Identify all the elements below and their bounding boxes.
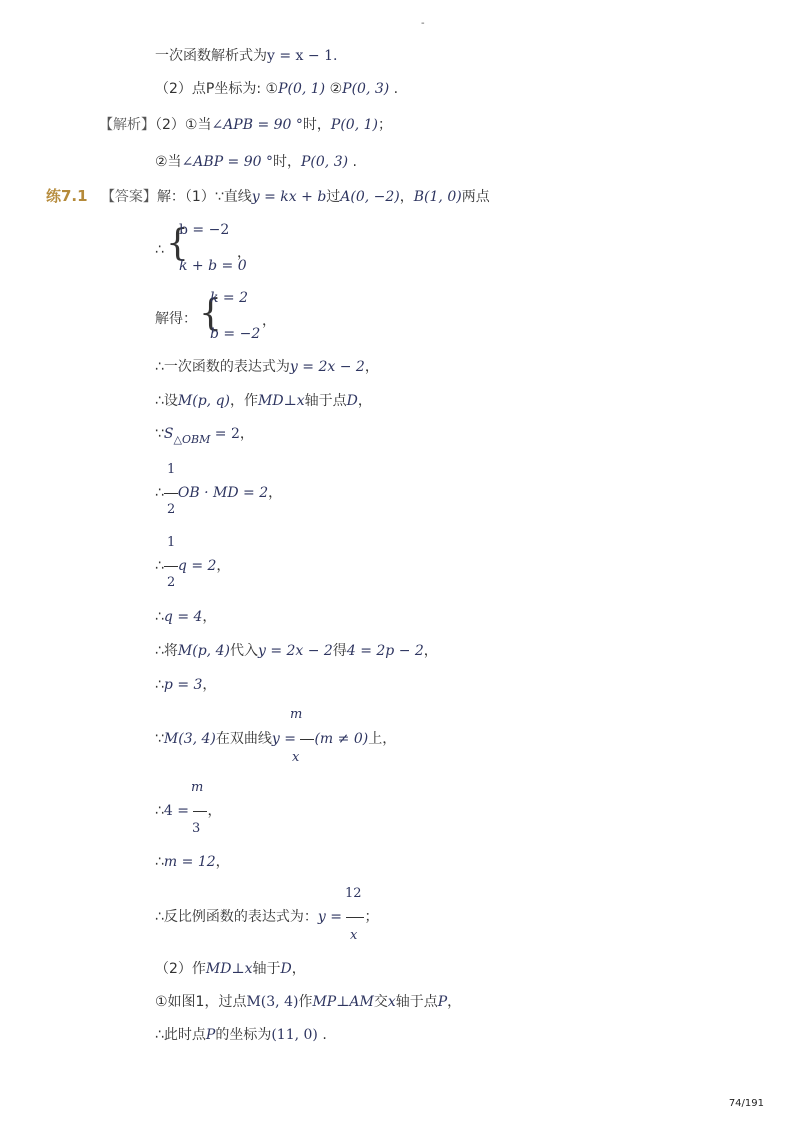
line-function-result [155,47,337,65]
fraction-bar [164,566,178,567]
math: = 2 [210,426,240,442]
text: 时， [273,154,302,170]
math: M(3, 4) [246,994,299,1010]
text: （2）点P坐标为: ① [155,81,279,97]
text: ， [423,643,438,659]
text: ∴ [155,677,164,693]
text: ∴设 [155,393,178,409]
math: P [205,1027,216,1043]
text: 上， [368,731,397,747]
text: ， [399,189,414,205]
math: M(p, 4) [177,643,230,659]
numerator: 12 [345,886,362,901]
text: 两点 [461,189,490,205]
math: A(0, −2) [340,189,400,205]
text: 在双曲线 [215,731,272,747]
math: P(0, 1) [330,117,378,133]
math: MP⊥AM [312,994,374,1010]
math: y = [317,909,347,925]
text: ∴ [155,485,164,501]
text: 作 [298,994,313,1010]
text: ， [364,359,379,375]
text: ； [364,909,379,925]
math: ∠ABP = 90 ° [181,154,274,170]
text: ∴ [155,242,164,258]
text: ， [202,677,217,693]
denominator: x [292,750,300,765]
answer-tag: 【答案】 [100,189,157,205]
math: m = 12 [163,854,216,870]
line-area [155,425,254,444]
math: S [163,426,174,442]
math: 4 = 2p − 2 [346,643,424,659]
numerator: 1 [167,535,176,550]
math: y = x − 1. [267,48,338,64]
line-part2-figure [155,993,461,1011]
text: 过 [326,189,341,205]
text: 的坐标为 [215,1027,272,1043]
text: 解得： [155,311,197,327]
denominator: 2 [167,502,176,517]
line-substitute [155,642,438,660]
line-p-value [155,676,216,694]
line-part2-md [155,960,306,978]
text: ， [239,426,254,442]
text: . [317,1027,327,1043]
page-number: 74/191 [728,1098,764,1109]
math: q = 4 [163,609,203,625]
text: 轴于 [252,961,281,977]
text: ∴此时点 [155,1027,206,1043]
text: ∴ [155,558,164,574]
text: ∵ [155,731,164,747]
math-subscript: △OBM [173,433,211,446]
text: （2）①当 [155,117,212,133]
text: ∴ [155,854,164,870]
text: ∵ [155,426,164,442]
text: ②当 [155,154,182,170]
text: 得 [332,643,347,659]
text: 代入 [229,643,258,659]
denominator: x [350,928,358,943]
math-row: b = −2 [179,222,230,238]
text: ， [447,994,462,1010]
brace: { [199,293,222,334]
math-row: k = 2 [210,290,249,306]
math-row: k + b = 0 [179,258,247,274]
text: ， [202,609,217,625]
text: ∴反比例函数的表达式为： [155,909,318,925]
text: . [348,154,357,170]
text: 一次函数解析式为 [155,48,267,64]
line-m-value [155,853,230,871]
fraction-bar [164,493,178,494]
text: ①如图1，过点 [155,994,247,1010]
math: P(0, 3) [301,154,349,170]
math: (m ≠ 0) [314,731,369,747]
text: （2）作 [155,961,206,977]
math: y = 2x − 2 [289,359,365,375]
line-analysis-2 [155,153,357,171]
analysis-tag: 【解析】 [99,117,155,133]
math: M(p, q) [177,393,231,409]
math: OB · MD = 2 [177,485,269,501]
text: ， [291,961,306,977]
exercise-label: 练7.1 [46,187,88,205]
text: 轴于点 [395,994,438,1010]
brace: { [166,223,189,264]
math: M(3, 4) [163,731,216,747]
math: y = 2x − 2 [257,643,333,659]
line-set-m [155,392,372,410]
fraction-bar [346,917,364,918]
math: ∠APB = 90 ° [211,117,303,133]
math: p = 3 [163,677,203,693]
math: B(1, 0) [413,189,462,205]
text: ， [268,485,283,501]
line-linear-expression [155,358,379,376]
text: ， [357,393,372,409]
numerator: m [191,780,204,795]
math: 4 = [163,803,194,819]
line-point-p-answer [155,80,398,98]
math: y = [271,731,301,747]
text: ； [377,117,392,133]
text: ∴一次函数的表达式为 [155,359,290,375]
text: ， [262,313,276,329]
text: ∴ [155,803,164,819]
text: 交 [373,994,388,1010]
math: y = kx + b [251,189,327,205]
math-row: b = −2 [210,326,261,342]
fraction-bar [193,811,207,812]
math: MD⊥x [258,393,305,409]
text: ， [237,245,251,261]
text: ， [215,854,230,870]
math: D [280,961,292,977]
text: ，作 [230,393,259,409]
text: . [389,81,399,97]
text: ， [216,558,231,574]
math: P(0, 1) [278,81,326,97]
text: 轴于点 [304,393,347,409]
text: ∴ [155,609,164,625]
text: 时， [302,117,331,133]
top-mark: - [421,18,425,29]
text: ② [325,81,343,97]
text: 解：（1）∵直线 [156,189,252,205]
math: MD⊥x [205,961,253,977]
numerator: 1 [167,462,176,477]
math: D [346,393,358,409]
math: P(0, 3) [342,81,390,97]
line-exercise-header [46,187,490,206]
fraction-bar [300,739,314,740]
text: ∴将 [155,643,178,659]
text: ， [207,803,222,819]
math: q = 2 [177,558,217,574]
math: (11, 0) [271,1027,318,1043]
denominator: 3 [192,821,201,836]
line-q-value [155,608,216,626]
denominator: 2 [167,575,176,590]
math: P [437,994,448,1010]
line-p-coordinate [155,1026,327,1044]
math: x [387,994,396,1010]
numerator: m [290,707,303,722]
line-analysis-1 [99,116,392,134]
